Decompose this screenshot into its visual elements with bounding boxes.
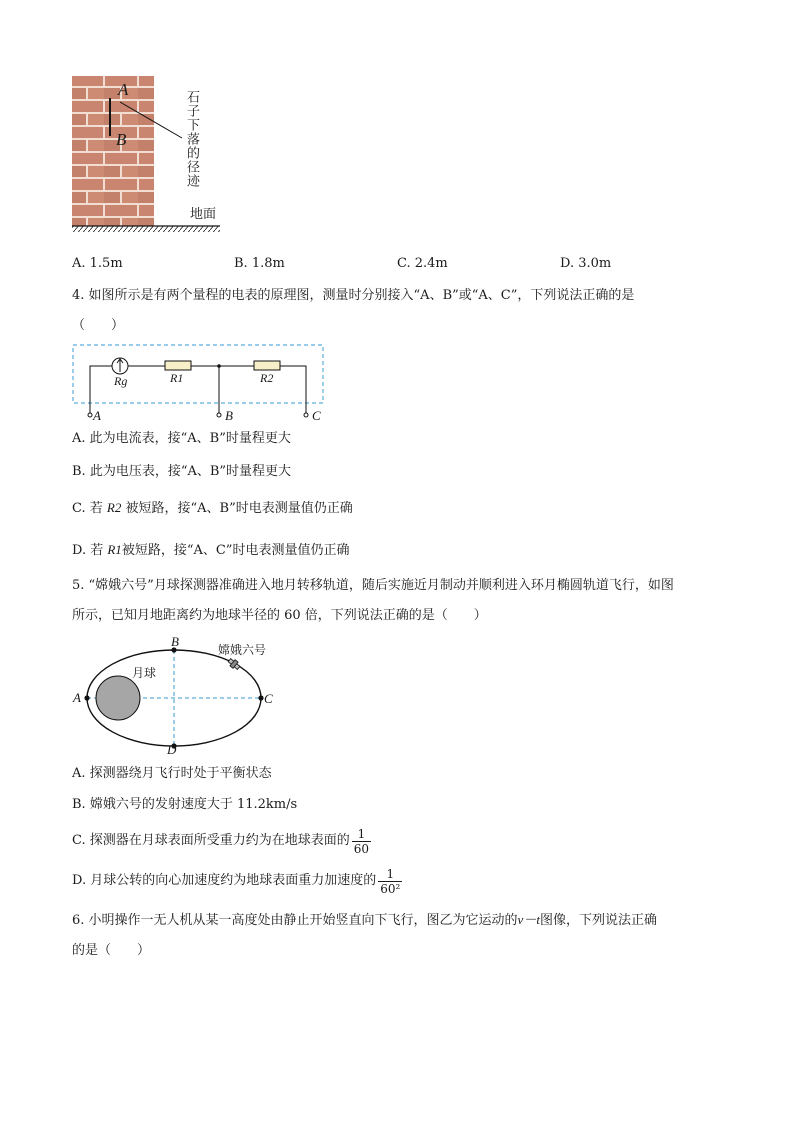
q4-option-d: [72, 541, 349, 560]
brick-wall: [72, 76, 154, 226]
q4-stem-line1: 4. 如图所示是有两个量程的电表的原理图，测量时分别接入“A、B”或“A、C”，下列说法正确的是: [72, 288, 635, 303]
r1-label: R1: [170, 371, 184, 385]
lunar-orbit-diagram: [70, 634, 290, 760]
q4-option-d-pre: D. 若: [72, 543, 108, 558]
circuit-svg: [70, 342, 330, 424]
q5-option-b: B. 嫦娥六号的发射速度大于 11.2km/s: [72, 797, 298, 812]
resistor-r2: [254, 361, 280, 370]
circuit-dashed-box: [73, 345, 323, 403]
q5-stem-line2: 所示，已知月地距离约为地球半径的 60 倍，下列说法正确的是（ ）: [72, 608, 487, 623]
q6-stem-post: 图像，下列说法正确: [539, 913, 657, 928]
terminal-a-label: A: [93, 408, 101, 423]
q5-option-d-numerator: 1: [386, 866, 395, 881]
q5-stem-line1: 5. “嫦娥六号”月球探测器准确进入地月转移轨道，随后实施近月制动并顺利进入环月椭圆轨道飞行，如图: [72, 578, 674, 593]
q4-option-c-symbol: R2: [106, 500, 122, 515]
meter-circuit-diagram: [70, 342, 330, 424]
circuit-wire-left: [90, 366, 112, 414]
terminal-b-label: B: [225, 408, 233, 423]
moon-circle: [96, 676, 140, 720]
q4-option-d-symbol: R1: [107, 542, 122, 557]
q4-stem-line2: （ ）: [72, 318, 125, 333]
r2-label: R2: [260, 371, 274, 385]
point-c-dot: [258, 695, 263, 700]
point-a-dot: [84, 695, 89, 700]
q5-option-d-denominator: 60²: [380, 881, 401, 896]
q4-option-a: A. 此为电流表，接“A、B”时量程更大: [72, 431, 291, 446]
orbit-point-a-label: A: [73, 690, 81, 705]
q5-option-d-text: D. 月球公转的向心加速度约为地球表面重力加速度的: [72, 873, 377, 888]
q5-option-c-text: C. 探测器在月球表面所受重力约为在地球表面的: [72, 833, 350, 848]
q5-option-a: A. 探测器绕月飞行时处于平衡状态: [72, 766, 272, 781]
falling-stone-figure: [70, 74, 230, 234]
terminal-c-dot: [304, 413, 308, 417]
q4-option-c: [72, 499, 353, 518]
q5-option-c-denominator: 60: [353, 841, 370, 856]
q3-option-c: C. 2.4m: [397, 256, 448, 271]
q6-stem-pre: 6. 小明操作一无人机从某一高度处由静止开始竖直向下飞行，图乙为它运动的: [72, 913, 518, 928]
terminal-c-label: C: [312, 408, 321, 423]
q6-stem-line1: [72, 911, 657, 930]
q4-option-b: B. 此为电压表，接“A、B”时量程更大: [72, 464, 292, 479]
ground-hatch: [72, 226, 220, 232]
galvanometer-label: Rg: [114, 374, 128, 388]
point-a-label: A: [118, 80, 129, 99]
orbit-point-b-label: B: [171, 634, 179, 649]
q3-option-a: A. 1.5m: [72, 256, 123, 271]
terminal-a-dot: [88, 413, 92, 417]
probe-label: 嫦娥六号: [218, 643, 267, 657]
orbit-point-c-label: C: [264, 691, 273, 706]
q4-option-d-post: 被短路，接“A、C”时电表测量值仍正确: [121, 543, 350, 558]
q4-option-c-post: 被短路，接“A、B”时电表测量值仍正确: [121, 501, 353, 516]
point-b-label: B: [116, 130, 127, 149]
probe-icon: [227, 657, 241, 671]
terminal-b-dot: [217, 413, 221, 417]
q5-option-c-numerator: 1: [357, 826, 366, 841]
q4-option-c-pre: C. 若: [72, 501, 107, 516]
orbit-point-d-label: D: [167, 742, 177, 757]
q5-option-d: [72, 862, 402, 900]
resistor-r1: [165, 361, 191, 370]
q6-stem-line2: 的是（ ）: [72, 943, 151, 958]
q5-option-c: [72, 822, 371, 860]
ground-caption: 地面: [190, 207, 217, 222]
q3-option-b: B. 1.8m: [234, 256, 285, 271]
q5-option-d-fraction: [378, 867, 402, 896]
q5-option-c-fraction: [352, 827, 371, 856]
q3-option-d: D. 3.0m: [560, 256, 612, 271]
path-caption: 石子下落的径迹: [184, 90, 199, 188]
circuit-wire-to-c: [280, 366, 306, 414]
q6-stem-symbol: v－t: [517, 912, 540, 927]
moon-label: 月球: [132, 666, 157, 680]
